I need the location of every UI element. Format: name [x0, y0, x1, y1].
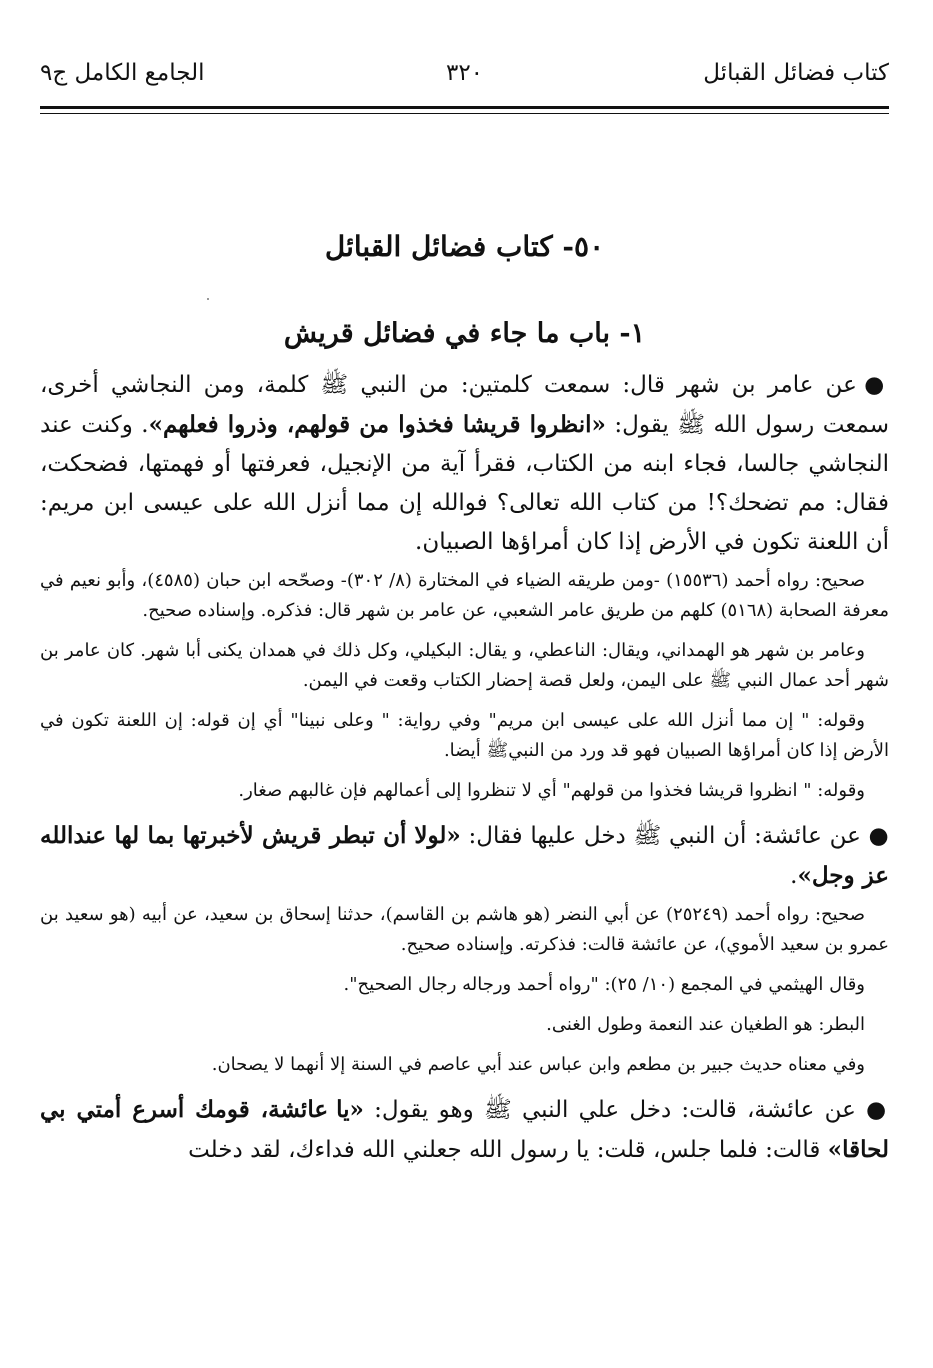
header-book-title: كتاب فضائل القبائل [703, 60, 889, 86]
header-rule-thick [40, 106, 889, 109]
running-header [40, 60, 889, 100]
commentary-paragraph: وفي معناه حديث جبير بن مطعم وابن عباس عند أبي عاصم في السنة إلا أنهما لا يصحان. [211, 1054, 865, 1075]
hadith-quote: «انظروا قريشا فخذوا من قولهم، وذروا فعلهم» [148, 411, 606, 438]
hadith-rest: . وكنت عند النجاشي جالسا، فجاء ابنه من الكتاب، فقرأ آية من الإنجيل، فعرفتها أو فهمتها، فضحكت، فقال: مم تضحك؟! من كتاب الله تعالى؟ فوالله إن مما أنزل الله على عيسى ابن مريم: أن اللعنة تكون في الأرض إذا كان أمراؤها الصبيان. [40, 412, 889, 555]
hadith-paragraph [40, 816, 889, 896]
hadith-rest: . [790, 863, 798, 889]
commentary-paragraph: صحيح: رواه أحمد (٢٥٢٤٩) عن أبي النضر (هو هاشم بن القاسم)، حدثنا إسحاق بن سعيد، عن أبيه (هو سعيد بن عمرو بن سعيد الأموي)، عن عائشة قالت: فذكرته. وإسناده صحيح. [40, 904, 889, 955]
chapter-heading: ١- باب ما جاء في فضائل قريش [283, 318, 646, 349]
hadith-paragraph [40, 1090, 889, 1170]
bullet-icon: ● [868, 822, 889, 849]
hadith-quote: «يا عائشة، قومك أسرع أمتي بي لحاقا» [40, 1096, 889, 1163]
commentary-paragraph: وقال الهيثمي في المجمع (١٠/ ٢٥): "رواه أحمد ورجاله رجال الصحيح". [343, 974, 865, 995]
commentary-paragraph: وقوله: " انظروا قريشا فخذوا من قولهم" أي لا تنظروا إلى أعمالهم فإن غالبهم صغار. [238, 780, 865, 801]
commentary-paragraph: وقوله: " إن مما أنزل الله على عيسى ابن مريم" وفي رواية: " وعلى نبينا" أي إن قوله: إن اللعنة تكون في الأرض إذا كان أمراؤها الصبيان فهو قد ورد من النبيﷺ أيضا. [40, 710, 889, 761]
commentary-paragraph: صحيح: رواه أحمد (١٥٥٣٦) -ومن طريقه الضياء في المختارة (٨/ ٣٠٢)- وصحّحه ابن حبان (٤٥٨٥)، وأبو نعيم في معرفة الصحابة (٥١٦٨) كلهم من طريق عامر الشعبي، عن عامر بن شهر قال: فذكره. وإسناده صحيح. [40, 570, 889, 621]
header-rule-thin [40, 113, 889, 114]
hadith-quote: «لولا أن تبطر قريش لأخبرتها بما لها عندالله عز وجل» [40, 822, 889, 889]
page-body [40, 225, 889, 1174]
hadith-intro: عن عامر بن شهر قال: سمعت كلمتين: من النبي ﷺ كلمة، ومن النجاشي أخرى، سمعت رسول الله ﷺ يقول: [40, 372, 889, 438]
bullet-icon: ● [864, 371, 889, 398]
hadith-intro: عن عائشة: أن النبي ﷺ دخل عليها فقال: [460, 823, 869, 849]
hadith-intro: عن عائشة، قالت: دخل علي النبي ﷺ وهو يقول: [363, 1097, 867, 1123]
header-volume-title: الجامع الكامل ج٩ [40, 60, 205, 86]
book-heading: ٥٠- كتاب فضائل القبائل [324, 230, 605, 263]
commentary-paragraph: وعامر بن شهر هو الهمداني، ويقال: الناعطي، و يقال: البكيلي، وكل ذلك في همدان يكنى أبا شهر. كان عامر بن شهر أحد عمال النبي ﷺ على اليمن، ولعل قصة إحضار الكتاب وقعت في اليمن. [40, 640, 889, 691]
page-number: ٣٢٠ [445, 60, 484, 86]
text-blocks [40, 365, 889, 1170]
commentary-paragraph: البطر: هو الطغيان عند النعمة وطول الغنى. [546, 1014, 865, 1035]
bullet-icon: ● [866, 1096, 889, 1123]
hadith-rest: قالت: فلما جلس، قلت: يا رسول الله جعلني الله فداءك، لقد دخلت [188, 1137, 828, 1163]
hadith-paragraph [40, 365, 889, 562]
